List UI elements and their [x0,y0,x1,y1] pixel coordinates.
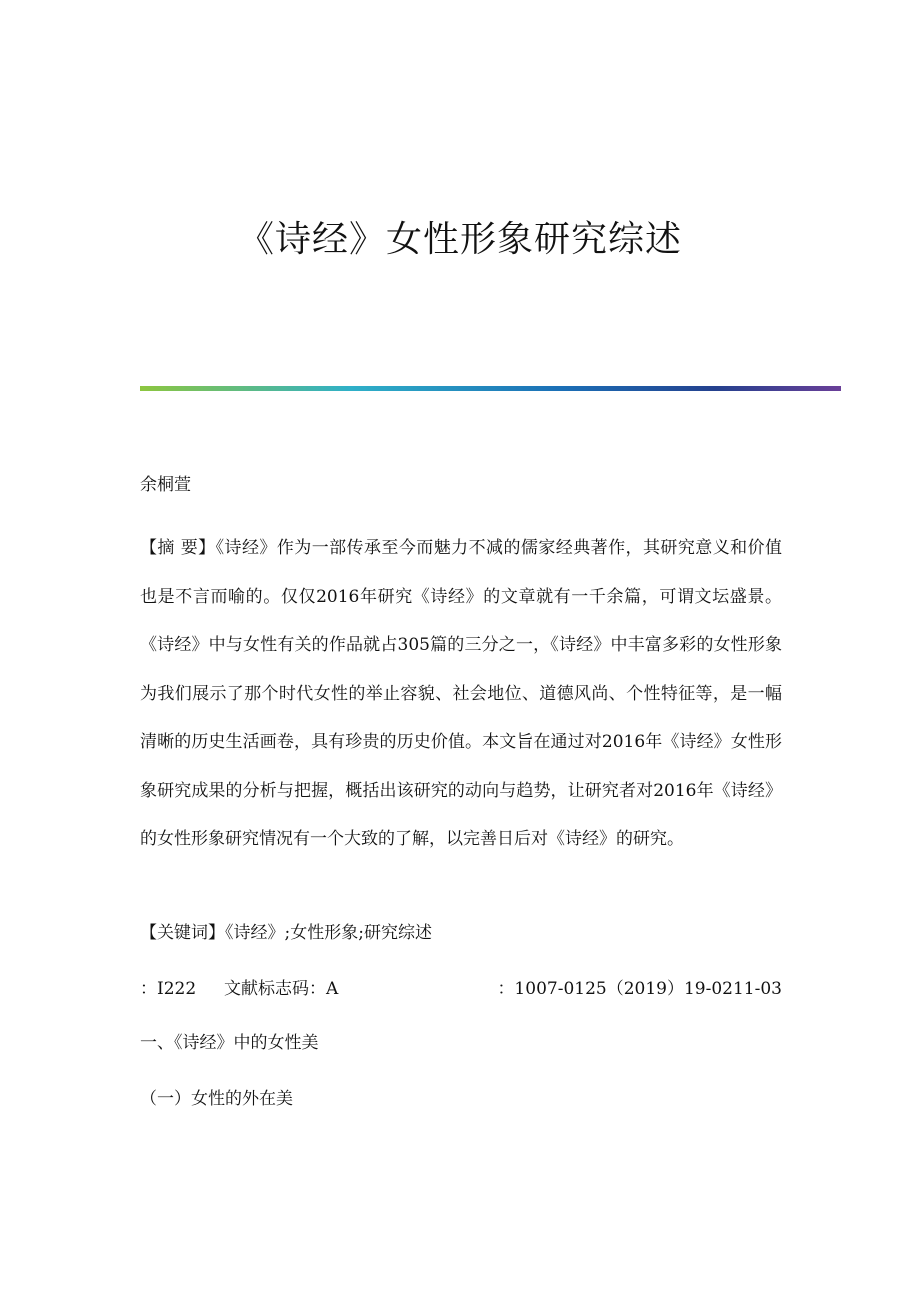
author-name: 余桐萱 [140,475,191,495]
publication-meta [140,976,782,1002]
clc-number: ：I222 [140,979,197,999]
document-code: 文献标志码：A [224,979,339,999]
keywords-line: 【关键词】《诗经》;女性形象;研究综述 [140,923,432,943]
subsection-heading: （一）女性的外在美 [140,1089,293,1109]
section-heading: 一、《诗经》中的女性美 [140,1033,319,1053]
title-divider [140,386,841,391]
article-number: ：1007-0125（2019）19-0211-03 [497,979,782,999]
abstract-paragraph: 【摘 要】《诗经》作为一部传承至今而魅力不减的儒家经典著作，其研究意义和价值也是不言而喻的。仅仅2016年研究《诗经》的文章就有一千余篇，可谓文坛盛景。《诗经》中与女性有关的作品就占305篇的三分之一，《诗经》中丰富多彩的女性形象为我们展示了那个时代女性的举止容貌、社会地位、道德风尚、个性特征等，是一幅清晰的历史生活画卷，具有珍贵的历史价值。本文旨在通过对2016年《诗经》女性形象研究成果的分析与把握，概括出该研究的动向与趋势，让研究者对2016年《诗经》的女性形象研究情况有一个大致的了解，以完善日后对《诗经》的研究。 [140,538,782,849]
page-title: 《诗经》女性形象研究综述 [237,219,682,260]
